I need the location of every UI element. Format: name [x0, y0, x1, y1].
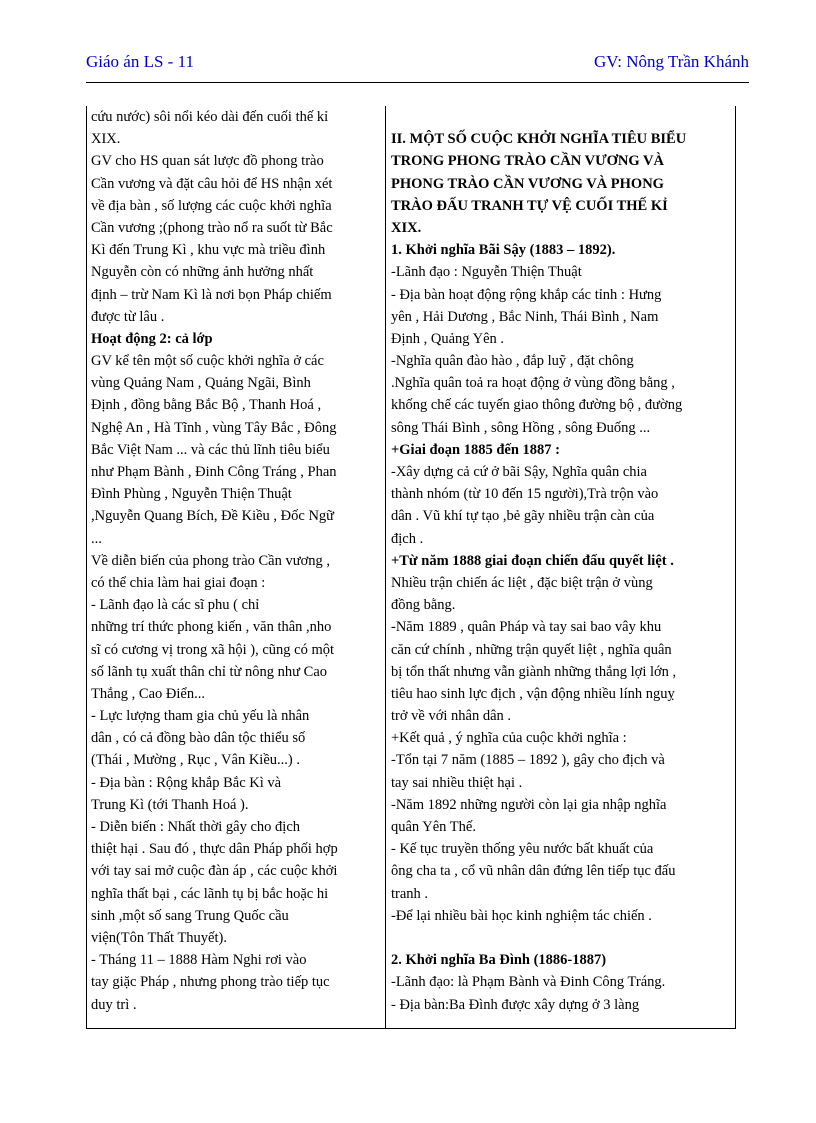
- section-heading: TRÀO ĐẤU TRANH TỰ VỆ CUỐI THẾ KỈ: [391, 197, 668, 214]
- right-line: sông Thái Bình , sông Hồng , sông Đuống ...: [391, 419, 651, 436]
- right-line: quân Yên Thế.: [391, 819, 476, 835]
- right-line: -Lãnh đạo: là Phạm Bành và Đinh Công Tráng.: [391, 974, 666, 991]
- left-line: ,Nguyễn Quang Bích, Đề Kiều , Đốc Ngữ: [91, 508, 335, 525]
- left-line: những trí thức phong kiến , văn thân ,nho: [91, 619, 332, 636]
- right-column: [391, 106, 731, 1016]
- activity-heading: Hoạt động 2: cả lớp: [91, 330, 213, 347]
- right-line: đồng bằng.: [391, 597, 456, 614]
- left-line: như Phạm Bành , Đinh Công Tráng , Phan: [91, 464, 337, 480]
- left-line: GV cho HS quan sát lược đồ phong trào: [91, 153, 324, 170]
- left-line: Nghệ An , Hà Tĩnh , vùng Tây Bắc , Đông: [91, 419, 337, 436]
- right-line: -Xây dựng cả cứ ở bãi Sậy, Nghĩa quân chia: [391, 464, 647, 480]
- header-lesson-title: Giáo án LS - 11: [86, 52, 194, 71]
- right-line: Nhiều trận chiến ác liệt , đặc biệt trận ở vùng: [391, 574, 653, 591]
- left-line: tay giặc Pháp , nhưng phong trào tiếp tục: [91, 974, 330, 991]
- right-line: -Lãnh đạo : Nguyễn Thiện Thuật: [391, 264, 582, 281]
- left-line: định – trừ Nam Kì là nơi bọn Pháp chiếm: [91, 286, 332, 303]
- section-heading: II. MỘT SỐ CUỘC KHỞI NGHĨA TIÊU BIỂU: [391, 131, 687, 148]
- section-heading: PHONG TRÀO CẦN VƯƠNG VÀ PHONG: [391, 175, 664, 192]
- left-line: - Tháng 11 – 1888 Hàm Nghi rơi vào: [91, 952, 307, 969]
- left-line: - Lực lượng tham gia chủ yếu là nhân: [91, 708, 310, 725]
- left-line: thiệt hại . Sau đó , thực dân Pháp phối hợp: [91, 841, 338, 858]
- left-line: dân , có cả đồng bào dân tộc thiểu số: [91, 730, 306, 747]
- left-line: Đình Phùng , Nguyễn Thiện Thuật: [91, 486, 292, 503]
- right-line: địch .: [391, 530, 424, 547]
- left-line: sĩ có cương vị trong xã hội ), cũng có một: [91, 641, 335, 658]
- left-line: - Lãnh đạo là các sĩ phu ( chỉ: [91, 597, 260, 614]
- right-line: -Năm 1889 , quân Pháp và tay sai bao vây khu: [391, 619, 662, 636]
- left-line: - Diễn biến : Nhất thời gây cho địch: [91, 819, 301, 835]
- right-spacer: [391, 927, 731, 949]
- right-spacer: [391, 106, 731, 128]
- phase-heading: +Từ năm 1888 giai đoạn chiến đấu quyết liệt .: [391, 552, 674, 569]
- left-line: nghĩa thất bại , các lãnh tụ bị bắc hoặc hi: [91, 885, 329, 902]
- left-line: Kì đến Trung Kì , khu vực mà triều đình: [91, 242, 326, 259]
- right-line: -Tổn tại 7 năm (1885 – 1892 ), gây cho địch và: [391, 752, 665, 769]
- right-line: -Để lại nhiều bài học kinh nghiệm tác chiến .: [391, 907, 652, 924]
- left-line: XIX.: [91, 131, 121, 148]
- left-line: với tay sai mở cuộc đàn áp , các cuộc khởi: [91, 863, 338, 880]
- right-line: khống chế các tuyến giao thông đường bộ , đường: [391, 397, 683, 414]
- section-heading: XIX.: [391, 219, 422, 236]
- left-line: ...: [91, 530, 102, 547]
- right-line: thành nhóm (từ 10 đến 15 người),Trà trộn vào: [391, 486, 659, 503]
- left-line: Cần vương và đặt câu hỏi để HS nhận xét: [91, 175, 333, 192]
- left-line: cứu nước) sôi nổi kéo dài đến cuối thế kỉ: [91, 109, 329, 125]
- subsection-heading: 1. Khởi nghĩa Bãi Sậy (1883 – 1892).: [391, 242, 616, 259]
- right-line: bị tổn thất nhưng vẫn giành những thắng lợi lớn ,: [391, 663, 677, 680]
- right-line: +Kết quả , ý nghĩa của cuộc khởi nghĩa :: [391, 730, 627, 747]
- left-line: về địa bàn , số lượng các cuộc khởi nghĩa: [91, 197, 332, 214]
- left-line: Cần vương ;(phong trào nổ ra suốt từ Bắc: [91, 219, 333, 236]
- left-line: được từ lâu .: [91, 308, 165, 325]
- page-header: [86, 52, 749, 78]
- left-line: duy trì .: [91, 996, 137, 1013]
- left-line: Về diễn biến của phong trào Cần vương ,: [91, 552, 331, 569]
- header-rule: [86, 82, 749, 83]
- right-line: - Địa bàn hoạt động rộng khắp các tỉnh : Hưng: [391, 286, 662, 303]
- right-line: yên , Hải Dương , Bắc Ninh, Thái Bình , Nam: [391, 308, 659, 325]
- right-line: .Nghĩa quân toả ra hoạt động ở vùng đồng bằng ,: [391, 375, 675, 392]
- lesson-table: [86, 106, 736, 1029]
- left-line: Thắng , Cao Điển...: [91, 685, 205, 702]
- right-line: - Kế tục truyền thống yêu nước bất khuất của: [391, 841, 654, 858]
- left-line: viện(Tôn Thất Thuyết).: [91, 929, 227, 946]
- left-line: Trung Kì (tới Thanh Hoá ).: [91, 796, 249, 813]
- right-line: -Năm 1892 những người còn lại gia nhập nghĩa: [391, 796, 667, 813]
- right-line: -Nghĩa quân đào hào , đắp luỹ , đặt chông: [391, 353, 634, 370]
- left-line: có thể chia làm hai giai đoạn :: [91, 574, 266, 591]
- left-line: GV kể tên một số cuộc khởi nghĩa ở các: [91, 353, 324, 370]
- subsection-heading: 2. Khởi nghĩa Ba Đình (1886-1887): [391, 952, 607, 969]
- left-column: [91, 106, 381, 1016]
- right-line: căn cứ chính , những trận quyết liệt , nghĩa quân: [391, 641, 672, 658]
- header-teacher-name: GV: Nông Trần Khánh: [593, 52, 749, 71]
- right-line: tranh .: [391, 885, 429, 902]
- left-line: Bắc Việt Nam ... và các thủ lĩnh tiêu biểu: [91, 441, 330, 458]
- left-line: (Thái , Mường , Rục , Vân Kiều...) .: [91, 752, 300, 769]
- left-line: vùng Quảng Nam , Quảng Ngãi, Bình: [91, 375, 311, 392]
- right-line: - Địa bàn:Ba Đình được xây dựng ở 3 làng: [391, 996, 640, 1013]
- right-line: ông cha ta , cổ vũ nhân dân đứng lên tiếp tục đấu: [391, 863, 676, 880]
- section-heading: TRONG PHONG TRÀO CẦN VƯƠNG VÀ: [391, 153, 664, 170]
- left-line: Nguyễn còn có những ảnh hưởng nhất: [91, 264, 314, 281]
- left-line: sinh ,một số sang Trung Quốc cầu: [91, 907, 289, 924]
- left-line: Định , đồng bằng Bắc Bộ , Thanh Hoá ,: [91, 397, 322, 414]
- right-line: Định , Quảng Yên .: [391, 330, 505, 347]
- right-line: tiêu hao sinh lực địch , vận động nhiều lính nguỵ: [391, 685, 675, 702]
- column-divider: [385, 106, 386, 1028]
- right-line: dân . Vũ khí tự tạo ,bẻ gãy nhiều trận càn của: [391, 508, 655, 525]
- phase-heading: +Giai đoạn 1885 đến 1887 :: [391, 441, 560, 458]
- left-line: số lãnh tụ xuất thân chỉ từ nông như Cao: [91, 663, 328, 680]
- right-line: tay sai nhiều thiệt hại .: [391, 774, 523, 791]
- left-line: - Địa bàn : Rộng khắp Bắc Kì và: [91, 774, 282, 791]
- right-line: trở về với nhân dân .: [391, 708, 512, 725]
